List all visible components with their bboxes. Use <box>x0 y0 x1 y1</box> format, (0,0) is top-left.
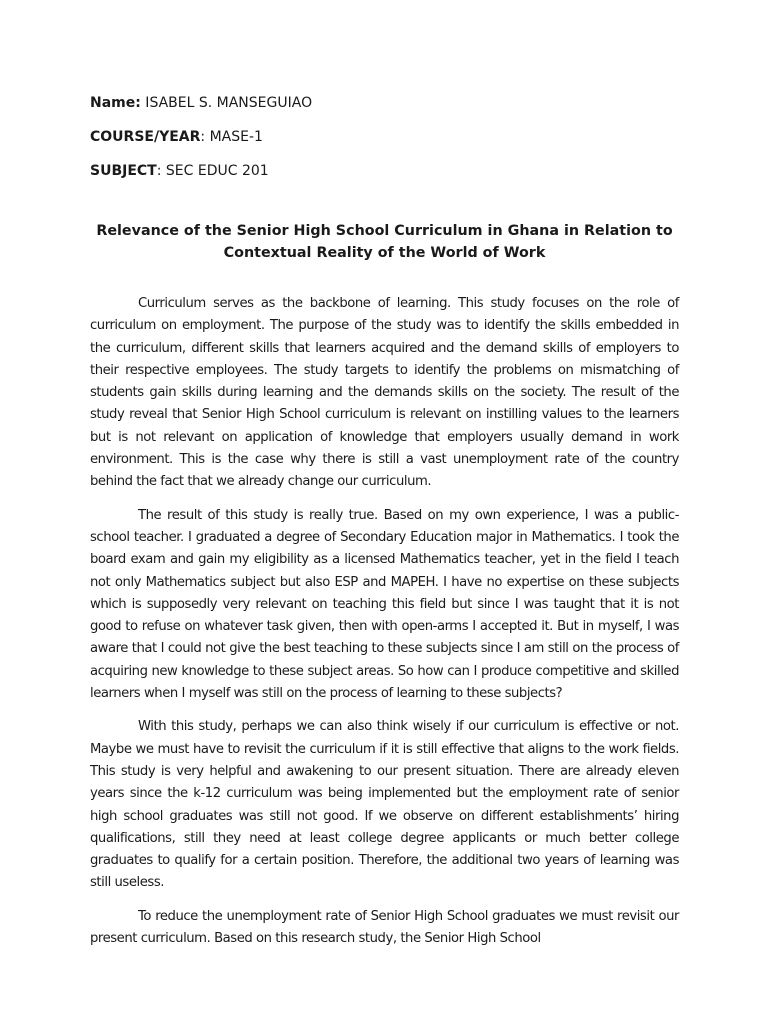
paragraph-2: The result of this study is really true. Based on my own experience, I was a public-school teacher. I graduated a degree of Secondary Education major in Mathematics. I took the board exam and gain my eligibility as a licensed Mathematics teacher, yet in the field I teach not only Mathematics subject but also ESP and MAPEH. I have no expertise on these subjects which is supposedly very relevant on teaching this field but since I was taught that it is not good to refuse on whatever task given, then with open-arms I accepted it. But in myself, I was aware that I could not give the best teaching to these subjects since I am still on the process of acquiring new knowledge to these subject areas. So how can I produce competitive and skilled learners when I myself was still on the process of learning to these subjects? <box>90 507 679 702</box>
document-page <box>90 86 679 961</box>
paragraph-4: To reduce the unemployment rate of Senior High School graduates we must revisit our present curriculum. Based on this research study, the Senior High School <box>90 908 679 947</box>
subject-label: SUBJECT <box>90 163 157 179</box>
title-line-2: Contextual Reality of the World of Work <box>223 245 546 261</box>
paragraph-3: With this study, perhaps we can also think wisely if our curriculum is effective or not. Maybe we must have to revisit the curriculum if it is still effective that aligns to the work fields. This study is very helpful and awakening to our present situation. There are already eleven years since the k-12 curriculum was being implemented but the employment rate of senior high school graduates was still not good. If we observe on different establishments’ hiring qualifications, still they need at least college degree applicants or much better college graduates to qualify for a certain position. Therefore, the additional two years of learning was still useless. <box>90 719 679 891</box>
course-year-label: COURSE/YEAR <box>90 129 201 145</box>
body-text <box>90 293 679 950</box>
subject-line <box>90 154 679 188</box>
course-year-line <box>90 120 679 154</box>
document-title <box>90 220 679 264</box>
course-year-value: : MASE-1 <box>200 129 263 145</box>
name-value: ISABEL S. MANSEGUIAO <box>140 95 313 111</box>
subject-value: : SEC EDUC 201 <box>156 163 269 179</box>
name-line <box>90 86 679 120</box>
name-label: Name: <box>90 95 141 111</box>
title-line-1: Relevance of the Senior High School Curriculum in Ghana in Relation to <box>96 223 673 239</box>
paragraph-1: Curriculum serves as the backbone of learning. This study focuses on the role of curriculum on employment. The purpose of the study was to identify the skills embedded in the curriculum, different skills that learners acquired and the demand skills of employers to their respective employees. The study targets to identify the problems on mismatching of students gain skills during learning and the demands skills on the society. The result of the study reveal that Senior High School curriculum is relevant on instilling values to the learners but is not relevant on application of knowledge that employers usually demand in work environment. This is the case why there is still a vast unemployment rate of the country behind the fact that we already change our curriculum. <box>90 296 679 490</box>
